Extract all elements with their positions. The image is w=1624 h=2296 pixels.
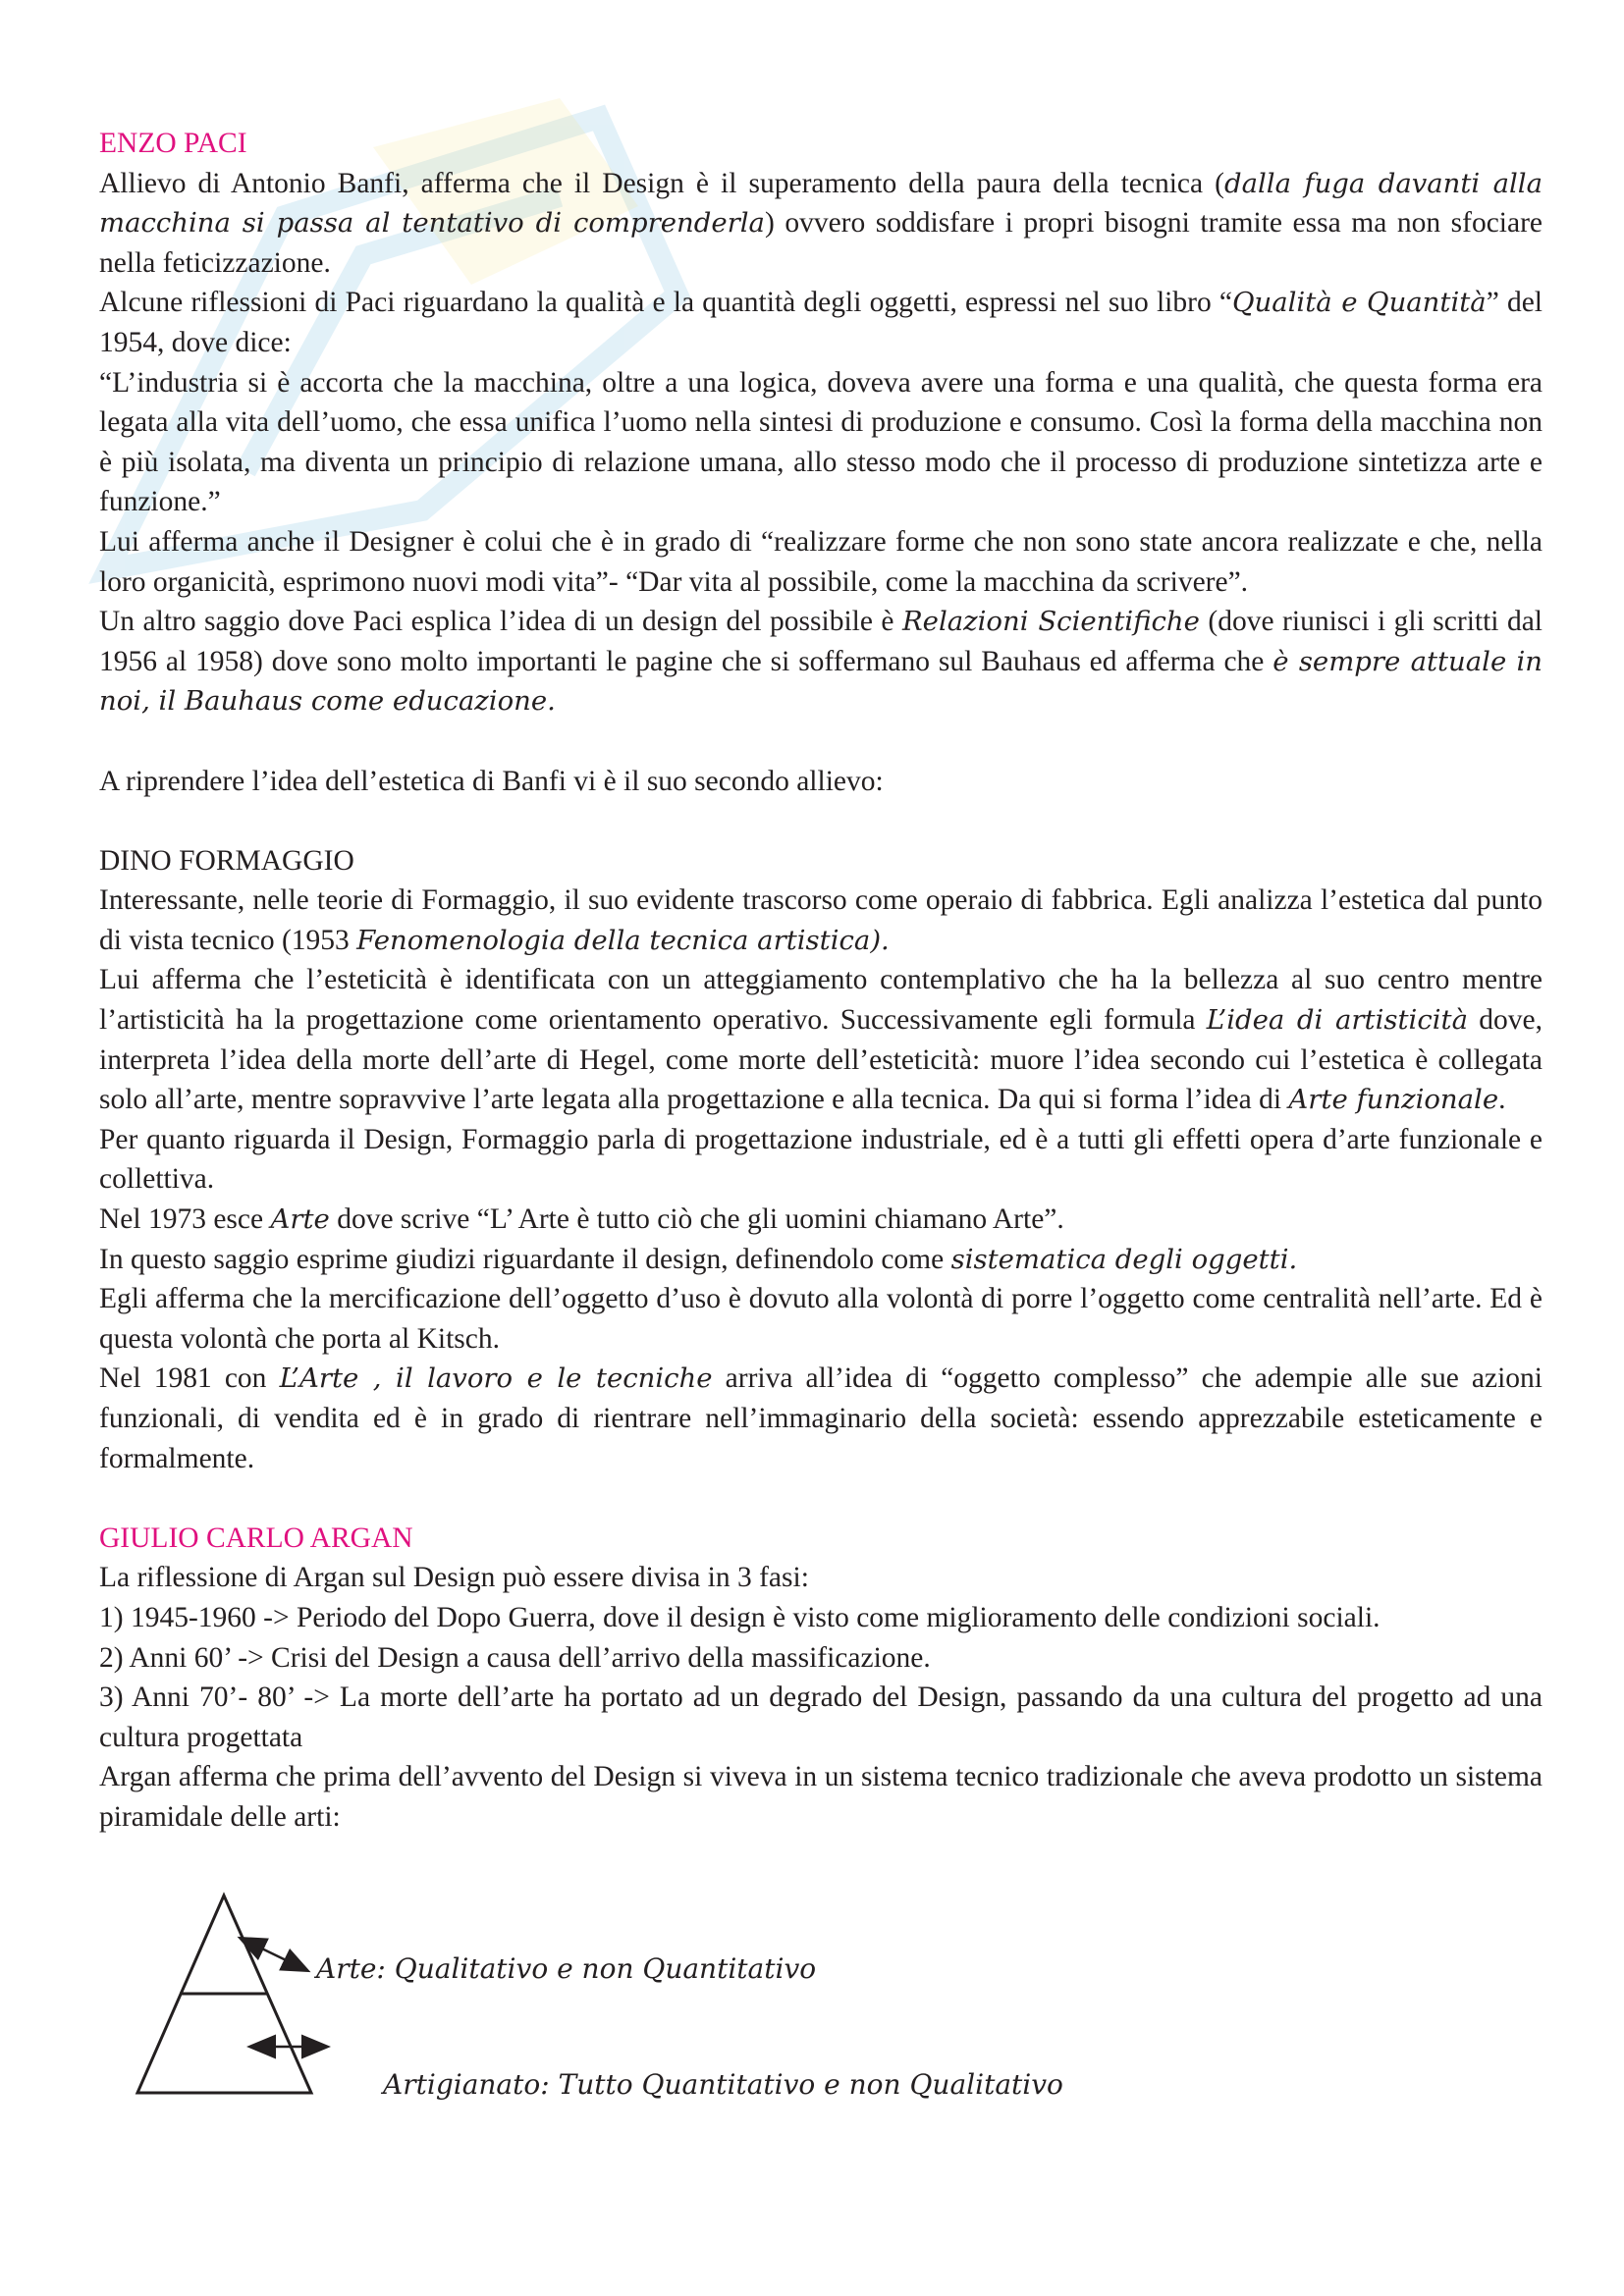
heading-giulio-carlo-argan: GIULIO CARLO ARGAN <box>99 1522 413 1554</box>
document-body <box>99 124 1543 1838</box>
formaggio-paragraph-6: Egli afferma che la mercificazione dell’oggetto d’uso è dovuto alla volontà di porre l’oggetto come centralità nell’arte. Ed è questa volontà che porta al Kitsch. <box>99 1283 1543 1355</box>
paci-paragraph-1: Allievo di Antonio Banfi, afferma che il Design è il superamento della paura della tecnica (dalla fuga davanti alla macchina si passa al tentativo di comprenderla) ovvero soddisfare i propri bisogni tramite essa ma non sfociare nella feticizzazione. <box>99 167 1543 279</box>
formaggio-paragraph-1: Interessante, nelle teorie di Formaggio, il suo evidente trascorso come operaio di fabbrica. Egli analizza l’estetica dal punto di vista tecnico (1953 Fenomenologia della tecnica artistica). <box>99 884 1543 956</box>
argan-paragraph-1: La riflessione di Argan sul Design può essere divisa in 3 fasi: <box>99 1562 809 1594</box>
paci-paragraph-4: Lui afferma anche il Designer è colui che è in grado di “realizzare forme che non sono state ancora realizzate e che, nella loro organicità, esprimono nuovi modi vita”- “Dar vita al possibile, come la macchina da scrivere”. <box>99 525 1543 598</box>
pyramid-diagram <box>118 1890 1100 2125</box>
paci-paragraph-2: Alcune riflessioni di Paci riguardano la qualità e la quantità degli oggetti, espressi nel suo libro “Qualità e Quantità” del 1954, dove dice: <box>99 287 1543 358</box>
transition-text: A riprendere l’idea dell’estetica di Banfi vi è il suo secondo allievo: <box>99 765 884 797</box>
argan-phase-2: 2) Anni 60’ -> Crisi del Design a causa dell’arrivo della massificazione. <box>99 1641 931 1674</box>
label-artigianato: Artigianato: Tutto Quantitativo e non Qualitativo <box>383 2068 1063 2101</box>
formaggio-paragraph-5: In questo saggio esprime giudizi riguardante il design, definendolo come sistematica degli oggetti. <box>99 1243 1298 1275</box>
formaggio-paragraph-4: Nel 1973 esce Arte dove scrive “L’ Arte è tutto ciò che gli uomini chiamano Arte”. <box>99 1203 1064 1236</box>
heading-enzo-paci: ENZO PACI <box>99 128 247 159</box>
formaggio-paragraph-7: Nel 1981 con L’Arte , il lavoro e le tecniche arriva all’idea di “oggetto complesso” che adempie alle sue azioni funzionali, di vendita ed è in grado di rientrare nell’immaginario della società: essendo apprezzabile esteticamente e formalmente. <box>99 1362 1543 1474</box>
formaggio-paragraph-3: Per quanto riguarda il Design, Formaggio parla di progettazione industriale, ed è a tutti gli effetti opera d’arte funzionale e collettiva. <box>99 1123 1543 1196</box>
argan-paragraph-2: Argan afferma che prima dell’avvento del Design si viveva in un sistema tecnico tradizionale che aveva prodotto un sistema piramidale delle arti: <box>99 1761 1543 1833</box>
formaggio-paragraph-2: Lui afferma che l’esteticità è identificata con un atteggiamento contemplativo che ha la bellezza al suo centro mentre l’artisticità ha la progettazione come orientamento operativo. Successivamente egli formula L’idea di artisticità dove, interpreta l’idea della morte dell’arte di Hegel, come morte dell’esteticità: muore l’idea secondo cui l’estetica è collegata solo all’arte, mentre sopravvive l’arte legata alla progettazione e alla tecnica. Da qui si forma l’idea di Arte funzionale. <box>99 964 1543 1116</box>
paci-paragraph-5: Un altro saggio dove Paci esplica l’idea di un design del possibile è Relazioni Scientifiche (dove riunisci i gli scritti dal 1956 al 1958) dove sono molto importanti le pagine che si soffermano sul Bauhaus ed afferma che è sempre attuale in noi, il Bauhaus come educazione. <box>99 606 1543 718</box>
label-arte: Arte: Qualitativo e non Quantitativo <box>316 1952 817 1985</box>
argan-phase-3: 3) Anni 70’- 80’ -> La morte dell’arte ha portato ad un degrado del Design, passando da una cultura del progetto ad una cultura progettata <box>99 1682 1543 1753</box>
argan-phase-1: 1) 1945-1960 -> Periodo del Dopo Guerra, dove il design è visto come miglioramento delle condizioni sociali. <box>99 1601 1380 1633</box>
paci-quote: “L’industria si è accorta che la macchina, oltre a una logica, doveva avere una forma e una qualità, che questa forma era legata alla vita dell’uomo, che essa unifica l’uomo nella sintesi di produzione e consumo. Così la forma della macchina non è più isolata, ma diventa un principio di relazione umana, allo stesso modo che il processo di produzione sintetizza arte e funzione.” <box>99 366 1543 518</box>
heading-dino-formaggio: DINO FORMAGGIO <box>99 844 354 877</box>
